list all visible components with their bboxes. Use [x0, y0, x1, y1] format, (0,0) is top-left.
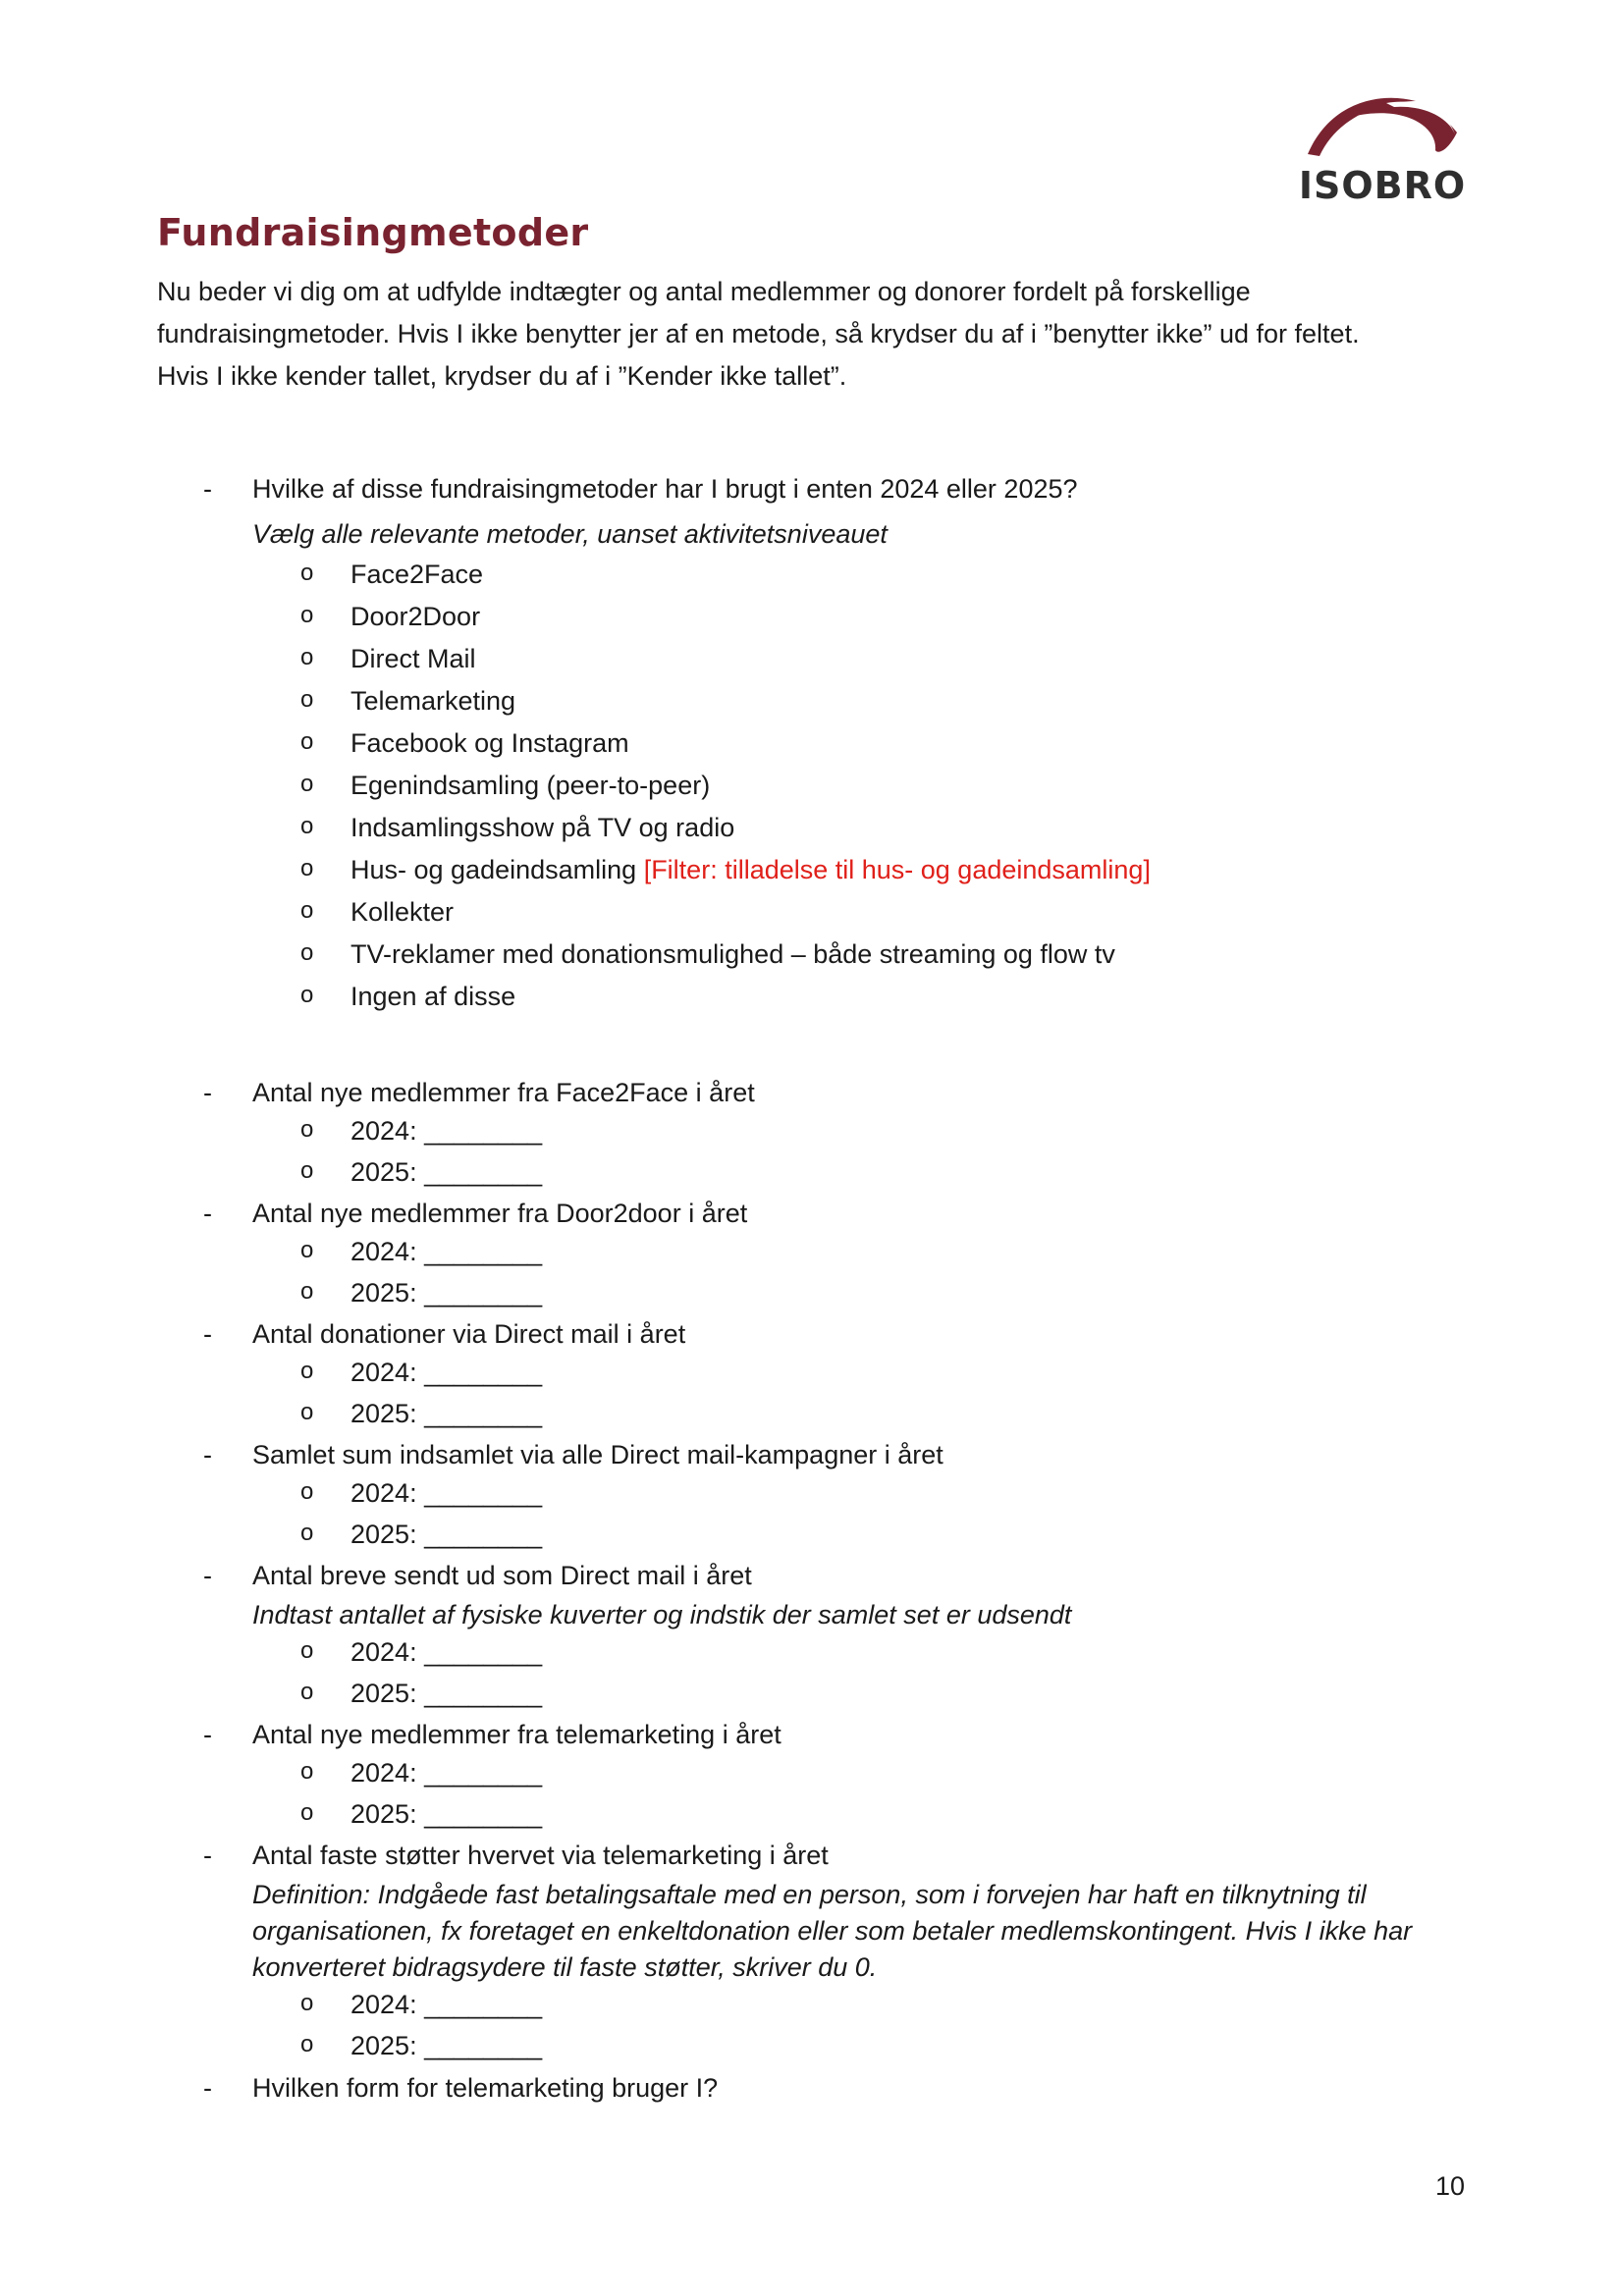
option-item[interactable]: [0, 855, 1616, 894]
dash-bullet: -: [203, 2073, 212, 2103]
circle-bullet-icon: o: [300, 1990, 314, 2016]
year-field-2025[interactable]: [0, 1399, 1616, 1438]
year-field-2024[interactable]: [0, 1990, 1616, 2029]
dash-bullet: -: [203, 1078, 212, 1107]
option-label: Egenindsamling (peer-to-peer): [350, 771, 711, 800]
isobro-logo: [1294, 93, 1471, 211]
question-note: Vælg alle relevante metoder, uanset aktivitetsniveauet: [252, 519, 888, 549]
option-label: Kollekter: [350, 897, 455, 927]
circle-bullet-icon: o: [300, 1679, 314, 1705]
option-label: TV-reklamer med donationsmulighed – både streaming og flow tv: [350, 939, 1115, 969]
question-definition: Definition: Indgåede fast betalingsaftale med en person, som i forvejen har haft en tilknytning til organisationen, fx foretaget en enkeltdonation eller som betaler medlemskontingent. Hvis I ikke har konverteret bidragsydere til faste støtter, skriver du 0.: [252, 1880, 1413, 1982]
isobro-arch-icon: [1300, 93, 1467, 162]
option-label: Indsamlingsshow på TV og radio: [350, 813, 735, 842]
year-field-label: 2025: ________: [350, 1679, 543, 1708]
question-text: Antal donationer via Direct mail i året: [252, 1319, 686, 1349]
year-field-2024[interactable]: [0, 1478, 1616, 1518]
question-text: Antal breve sendt ud som Direct mail i året: [252, 1561, 752, 1590]
option-item[interactable]: [0, 602, 1616, 641]
year-field-2024[interactable]: [0, 1116, 1616, 1155]
option-label: Direct Mail: [350, 644, 476, 673]
year-field-label: 2025: ________: [350, 1520, 543, 1549]
question-text: Antal nye medlemmer fra Face2Face i året: [252, 1078, 755, 1107]
intro-line-1: Nu beder vi dig om at udfylde indtægter og antal medlemmer og donorer fordelt på forskellige: [157, 277, 1251, 306]
circle-bullet-icon: o: [300, 728, 314, 755]
circle-bullet-icon: o: [300, 1799, 314, 1826]
question-text: Samlet sum indsamlet via alle Direct mail-kampagner i året: [252, 1440, 943, 1469]
year-field-label: 2024: ________: [350, 1990, 543, 2019]
dash-bullet: -: [203, 1561, 212, 1590]
year-field-label: 2025: ________: [350, 1399, 543, 1428]
option-item[interactable]: [0, 686, 1616, 725]
question-text: Antal nye medlemmer fra telemarketing i året: [252, 1720, 781, 1749]
option-item[interactable]: [0, 897, 1616, 936]
option-label: Ingen af disse: [350, 982, 516, 1011]
year-field-label: 2025: ________: [350, 1799, 543, 1829]
year-field-2024[interactable]: [0, 1237, 1616, 1276]
circle-bullet-icon: o: [300, 2031, 314, 2057]
option-label: Face2Face: [350, 560, 484, 589]
circle-bullet-icon: o: [300, 1478, 314, 1505]
year-field-2025[interactable]: [0, 1679, 1616, 1718]
year-field-2024[interactable]: [0, 1637, 1616, 1677]
year-field-label: 2024: ________: [350, 1637, 543, 1667]
circle-bullet-icon: o: [300, 1278, 314, 1305]
option-item[interactable]: [0, 939, 1616, 979]
question-text: Hvilken form for telemarketing bruger I?: [252, 2073, 719, 2103]
circle-bullet-icon: o: [300, 982, 314, 1008]
year-field-label: 2025: ________: [350, 1157, 543, 1187]
option-item[interactable]: [0, 771, 1616, 810]
circle-bullet-icon: o: [300, 1520, 314, 1546]
circle-bullet-icon: o: [300, 560, 314, 586]
circle-bullet-icon: o: [300, 1637, 314, 1664]
option-label: Hus- og gadeindsamling: [350, 855, 644, 884]
year-field-2024[interactable]: [0, 1358, 1616, 1397]
circle-bullet-icon: o: [300, 1758, 314, 1785]
intro-line-2: fundraisingmetoder. Hvis I ikke benytter jer af en metode, så krydser du af i ”benytter ikke” ud for feltet.: [157, 319, 1360, 348]
question-note: Indtast antallet af fysiske kuverter og indstik der samlet set er udsendt: [252, 1600, 1072, 1629]
option-label: Telemarketing: [350, 686, 516, 716]
circle-bullet-icon: o: [300, 1116, 314, 1143]
year-field-2024[interactable]: [0, 1758, 1616, 1797]
option-item[interactable]: [0, 982, 1616, 1021]
circle-bullet-icon: o: [300, 939, 314, 966]
circle-bullet-icon: o: [300, 1237, 314, 1263]
year-field-2025[interactable]: [0, 1799, 1616, 1839]
option-item[interactable]: [0, 560, 1616, 599]
dash-bullet: -: [203, 1199, 212, 1228]
year-field-label: 2024: ________: [350, 1116, 543, 1146]
option-label: Facebook og Instagram: [350, 728, 629, 758]
year-field-2025[interactable]: [0, 1520, 1616, 1559]
circle-bullet-icon: o: [300, 686, 314, 713]
dash-bullet: -: [203, 474, 212, 504]
circle-bullet-icon: o: [300, 1358, 314, 1384]
option-item[interactable]: [0, 728, 1616, 768]
circle-bullet-icon: o: [300, 897, 314, 924]
dash-bullet: -: [203, 1440, 212, 1469]
year-field-2025[interactable]: [0, 1278, 1616, 1317]
dash-bullet: -: [203, 1841, 212, 1870]
dash-bullet: -: [203, 1720, 212, 1749]
page-number: 10: [1435, 2171, 1466, 2201]
intro-line-3: Hvis I ikke kender tallet, krydser du af i ”Kender ikke tallet”.: [157, 361, 847, 391]
page-title: Fundraisingmetoder: [157, 211, 589, 254]
question-text: Hvilke af disse fundraisingmetoder har I brugt i enten 2024 eller 2025?: [252, 474, 1078, 504]
year-field-label: 2024: ________: [350, 1237, 543, 1266]
logo-text: ISOBRO: [1298, 164, 1467, 207]
year-field-label: 2025: ________: [350, 2031, 543, 2060]
year-field-2025[interactable]: [0, 2031, 1616, 2070]
year-field-2025[interactable]: [0, 1157, 1616, 1197]
circle-bullet-icon: o: [300, 644, 314, 670]
option-label-with-filter: [350, 855, 1151, 885]
circle-bullet-icon: o: [300, 813, 314, 839]
circle-bullet-icon: o: [300, 771, 314, 797]
question-text: Antal nye medlemmer fra Door2door i året: [252, 1199, 748, 1228]
question-text: Antal faste støtter hvervet via telemarketing i året: [252, 1841, 829, 1870]
dash-bullet: -: [203, 1319, 212, 1349]
filter-note: [Filter: tilladelse til hus- og gadeindsamling]: [643, 855, 1151, 884]
circle-bullet-icon: o: [300, 602, 314, 628]
year-field-label: 2024: ________: [350, 1358, 543, 1387]
circle-bullet-icon: o: [300, 855, 314, 881]
option-item[interactable]: [0, 644, 1616, 683]
year-field-label: 2025: ________: [350, 1278, 543, 1308]
year-field-label: 2024: ________: [350, 1758, 543, 1788]
year-field-label: 2024: ________: [350, 1478, 543, 1508]
option-label: Door2Door: [350, 602, 481, 631]
circle-bullet-icon: o: [300, 1157, 314, 1184]
circle-bullet-icon: o: [300, 1399, 314, 1425]
intro-paragraph: [157, 271, 1473, 398]
option-item[interactable]: [0, 813, 1616, 852]
